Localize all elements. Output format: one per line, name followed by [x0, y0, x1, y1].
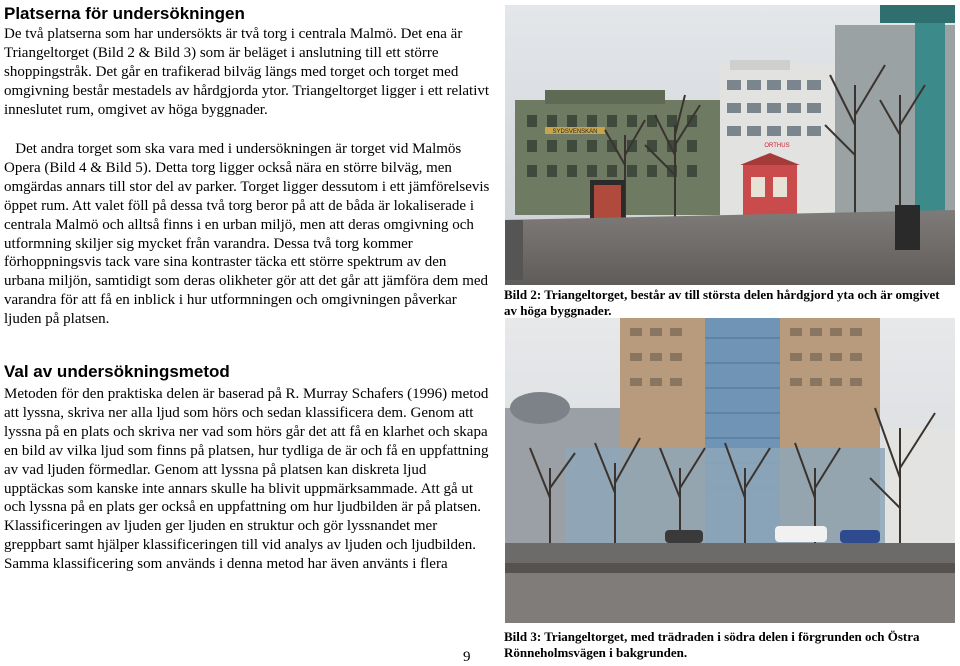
- sign-sydsvenskan: SYDSVENSKAN: [552, 129, 598, 135]
- paragraph-andra-torget-lead: Det andra torget som ska vara med i undersökningen är torget vid Malmös Opera (Bild 4 & Bild 5). Detta torg ligger också nära en större bilväg, men omgärdas annars till stor del av parker. Torget ligger dessutom i ett jämförelsevis öppet rum.: [4, 141, 490, 214]
- section-heading-platserna: Platserna för undersökningen: [4, 4, 245, 23]
- caption-bild-3: Bild 3: Triangeltorget, med trädraden i södra delen i förgrunden och Östra Rönneholmsvägen i bakgrunden.: [504, 629, 920, 660]
- paragraph-andra-torget: [4, 140, 490, 329]
- paragraph-andra-torget-rest: Att valet föll på dessa två torg beror på att de båda är lokaliserade i centrala Malmö och alltså finns i en urban miljö, men att deras omgivning och utformning skiljer sig mycket från varandra. Dessa två torg kommer förhoppningsvis tack vare sina kontraster täcka ett större spektrum av den urbana miljön, samtidigt som deras olikheter gör att det går att jämföra dem med varandra för att få en inblick i hur utformningen och omgivningen påverkar ljuden på platsen.: [4, 197, 489, 328]
- sign-orthus: ORTHUS: [764, 143, 790, 149]
- photo-triangeltorget-tree-row: [505, 318, 955, 623]
- photo-triangeltorget-square: [505, 5, 955, 285]
- paragraph-platserna-intro: De två platserna som har undersökts är två torg i centrala Malmö. Det ena är Triangeltorget (Bild 2 & Bild 3) som är beläget i anslutning till ett större shoppingstråk. Det går en trafikerad bilväg längs med torget och torget med omgivning består mestadels av hårdgjorda ytor. Triangeltorget ligger i ett relativt inneslutet rum, omgivet av höga byggnader.: [4, 26, 490, 118]
- page-number: 9: [463, 649, 471, 665]
- caption-bild-2: Bild 2: Triangeltorget, består av till största delen hårdgjord yta och är omgivet av höga byggnader.: [504, 287, 940, 318]
- paragraph-metod: Metoden för den praktiska delen är baserad på R. Murray Schafers (1996) metod att lyssna, skriva ner alla ljud som hörs och sedan klassificera dem. Genom att lyssna på en plats och skriva ner vad som hörs går det att få en klarhet och skapa en bild av vilka ljud som finns på platsen, hur tydliga de är och få en uppfattning av vad ljuden förmedlar. Genom att lyssna på platsen kan diskreta ljud upptäckas som kanske inte annars skulle ha blivit uppmärksammade. Att gå ut och lyssna på en plats ger också en uppfattning om hur ljudbilden är på platsen. Klassificeringen av ljuden ger ljuden en struktur och gör lyssnandet mer greppbart samt hjälper klassificeringen till vid analys av ljuden och ljudbilden. Samma klassificering som används i denna metod har även använts i flera: [4, 386, 489, 573]
- section-heading-metod: Val av undersökningsmetod: [4, 362, 230, 381]
